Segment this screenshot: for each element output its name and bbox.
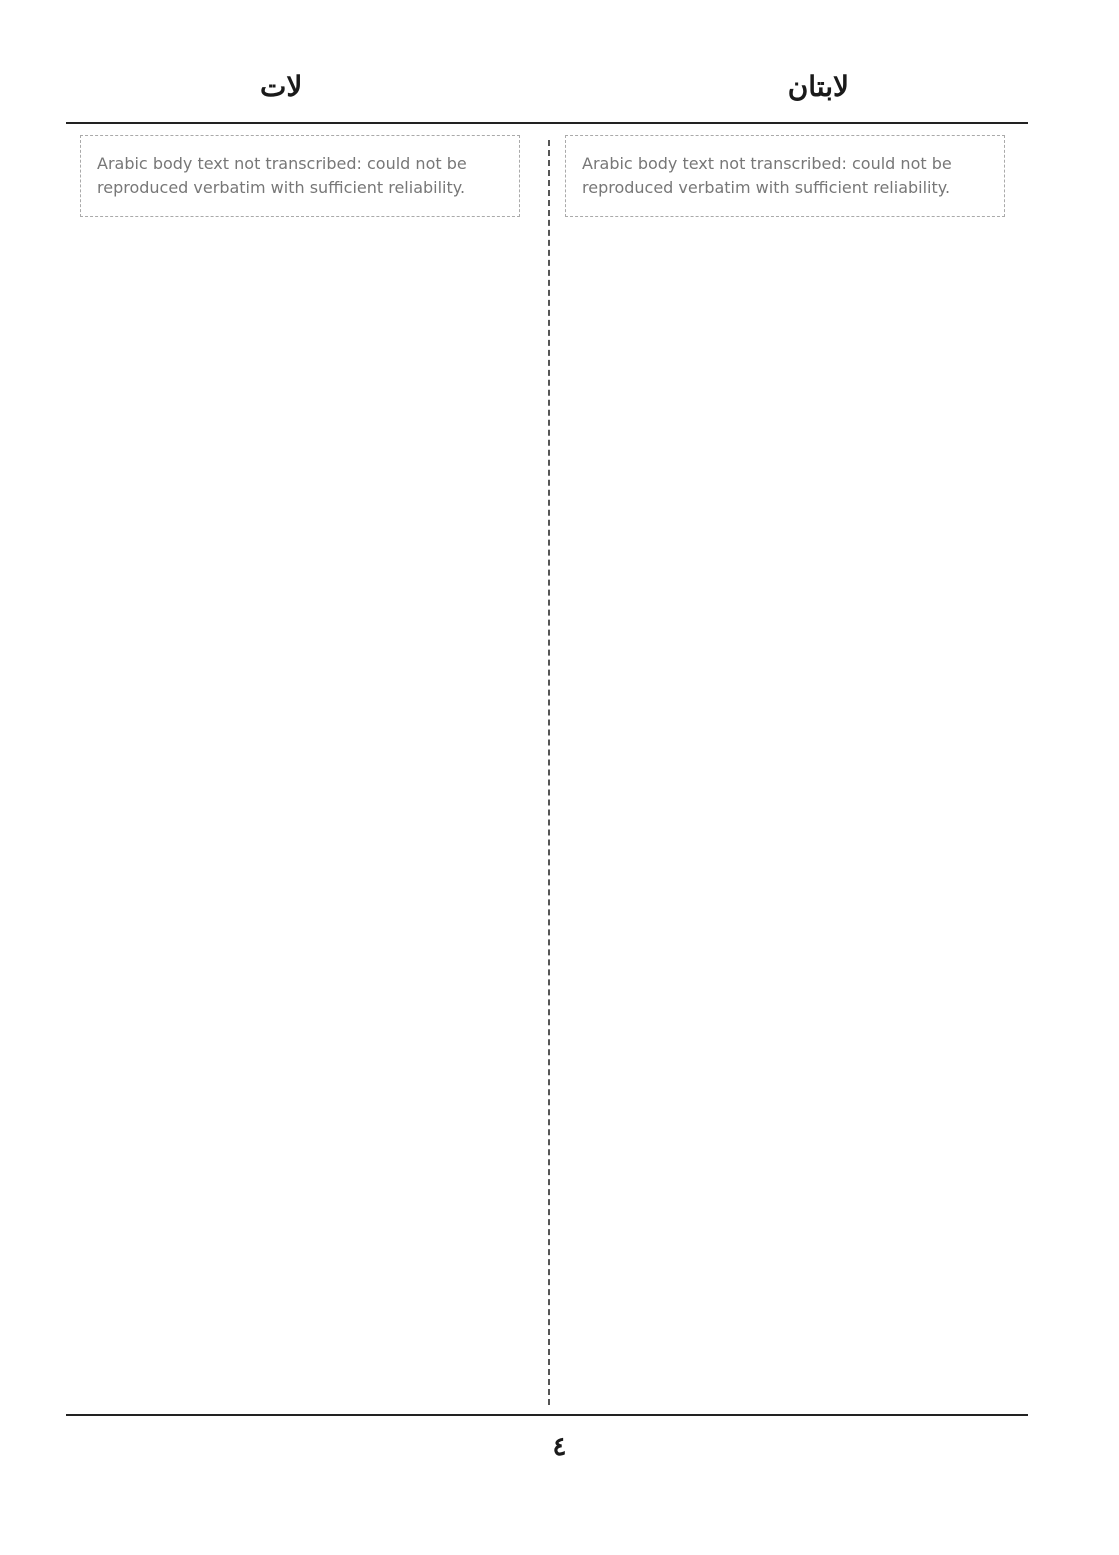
column-divider bbox=[548, 140, 550, 1405]
left-text-column bbox=[80, 135, 520, 1400]
right-column-placeholder: Arabic body text not transcribed: could not be reproduced verbatim with sufficient reliability. bbox=[565, 135, 1005, 217]
right-running-head: لابتان bbox=[787, 70, 849, 103]
top-rule bbox=[66, 122, 1028, 124]
right-text-column bbox=[565, 135, 1005, 1400]
bottom-rule bbox=[66, 1414, 1028, 1416]
left-running-head: لات bbox=[260, 70, 303, 103]
left-column-placeholder: Arabic body text not transcribed: could not be reproduced verbatim with sufficient reliability. bbox=[80, 135, 520, 217]
page-number: ٤ bbox=[552, 1432, 567, 1462]
